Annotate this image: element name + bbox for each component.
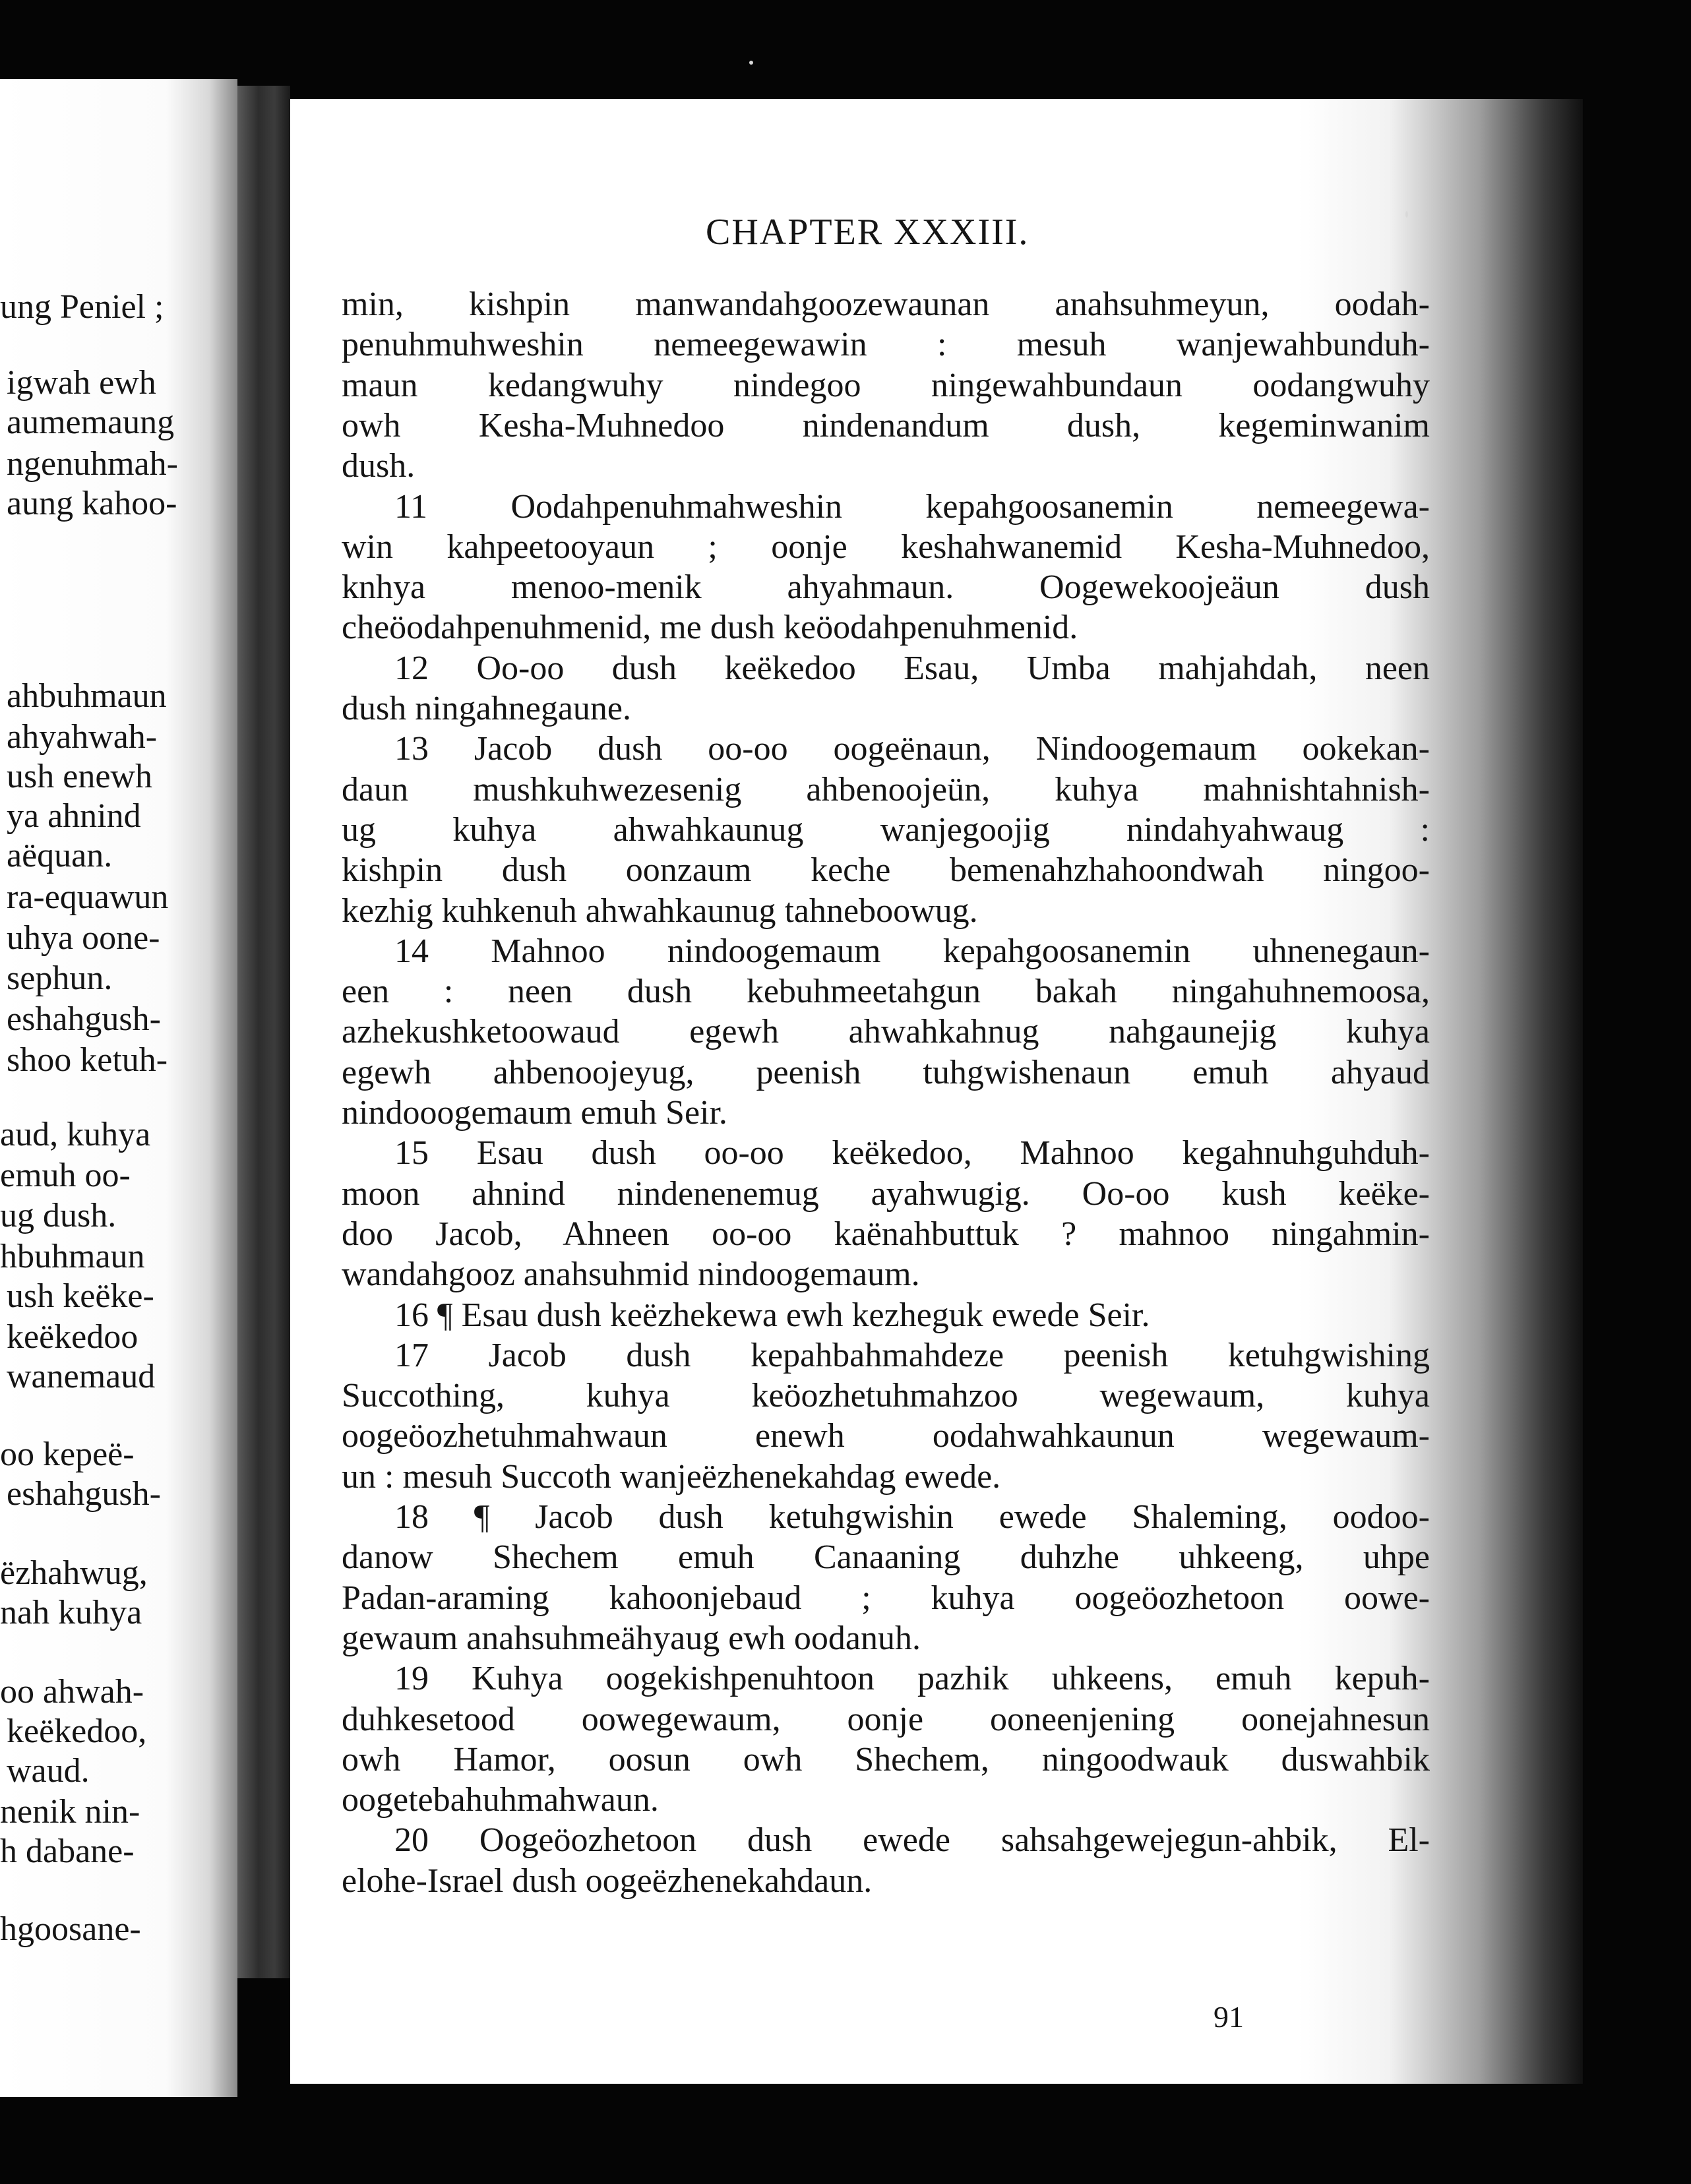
left-page-fragment: oo ahwah- bbox=[0, 1673, 144, 1711]
text-line: 11 Oodahpenuhmahweshin kepahgoosanemin nemeegewa- bbox=[394, 488, 1430, 526]
left-page-fragment: nah kuhya bbox=[0, 1594, 142, 1631]
left-page-fragment: ung Peniel ; bbox=[0, 288, 164, 326]
text-line: oogeöozhetuhmahwaun enewh oodahwahkaunun wegewaum- bbox=[342, 1417, 1430, 1455]
left-page-fragment: hbuhmaun bbox=[0, 1238, 145, 1275]
text-line: elohe-Israel dush oogeëzhenekahdaun. bbox=[342, 1862, 873, 1900]
left-page-fragment: keëkedoo bbox=[7, 1318, 138, 1356]
text-line: 14 Mahnoo nindoogemaum kepahgoosanemin uhnenegaun- bbox=[394, 932, 1430, 970]
left-page-fragment: ush keëke- bbox=[7, 1277, 154, 1315]
left-page-fragment: waud. bbox=[7, 1752, 90, 1790]
left-page-fragment: aëquan. bbox=[7, 837, 113, 874]
text-line: daun mushkuhwezesenig ahbenoojeün, kuhya mahnishtahnish- bbox=[342, 771, 1430, 808]
left-page-fragment: emuh oo- bbox=[0, 1157, 131, 1194]
scan-speck bbox=[749, 61, 753, 65]
text-line: ug kuhya ahwahkaunug wanjegoojig nindahyahwaug : bbox=[342, 811, 1430, 849]
text-line: kishpin dush oonzaum keche bemenahzhahoondwah ningoo- bbox=[342, 851, 1430, 889]
left-page-fragment: hgoosane- bbox=[0, 1910, 141, 1948]
text-line: dush ningahnegaune. bbox=[342, 690, 632, 727]
left-facing-page bbox=[0, 79, 237, 2097]
text-line: egewh ahbenoojeyug, peenish tuhgwishenaun emuh ahyaud bbox=[342, 1054, 1430, 1091]
chapter-heading: CHAPTER XXXIII. bbox=[706, 212, 1030, 253]
text-line: azhekushketoowaud egewh ahwahkahnug nahgaunejig kuhya bbox=[342, 1013, 1430, 1050]
left-page-fragment: eshahgush- bbox=[7, 1475, 161, 1513]
left-page-fragment: ngenuhmah- bbox=[7, 445, 178, 483]
text-line: 13 Jacob dush oo-oo oogeënaun, Nindoogemaum ookekan- bbox=[394, 730, 1430, 768]
left-page-fragment: keëkedoo, bbox=[7, 1713, 147, 1750]
text-line: Succothing, kuhya keöozhetuhmahzoo wegewaum, kuhya bbox=[342, 1377, 1430, 1414]
left-page-fragment: aumemaung bbox=[7, 404, 175, 441]
text-line: nindooogemaum emuh Seir. bbox=[342, 1094, 727, 1132]
text-line: owh Kesha-Muhnedoo nindenandum dush, kegeminwanim bbox=[342, 407, 1430, 444]
text-line: een : neen dush kebuhmeetahgun bakah ningahuhnemoosa, bbox=[342, 973, 1430, 1010]
text-line: 19 Kuhya oogekishpenuhtoon pazhik uhkeens, emuh kepuh- bbox=[394, 1660, 1430, 1697]
left-page-fragment: ahyahwah- bbox=[7, 718, 158, 756]
text-line: moon ahnind nindenenemug ayahwugig. Oo-oo kush keëke- bbox=[342, 1175, 1430, 1213]
text-line: dush. bbox=[342, 447, 415, 485]
left-page-fragment: ëzhahwug, bbox=[0, 1554, 148, 1592]
text-line: duhkesetood oowegewaum, oonje ooneenjening oonejahnesun bbox=[342, 1701, 1430, 1738]
left-page-fragment: aung kahoo- bbox=[7, 485, 177, 522]
text-line: knhya menoo-menik ahyahmaun. Oogewekoojeäun dush bbox=[342, 568, 1430, 606]
text-line: owh Hamor, oosun owh Shechem, ningoodwauk duswahbik bbox=[342, 1741, 1430, 1778]
left-page-fragment: ya ahnind bbox=[7, 797, 141, 835]
text-line: cheöodahpenuhmenid, me dush keöodahpenuhmenid. bbox=[342, 609, 1078, 646]
left-page-fragment: ra-equawun bbox=[7, 878, 169, 916]
text-line: un : mesuh Succoth wanjeëzhenekahdag ewede. bbox=[342, 1458, 1001, 1496]
text-line: min, kishpin manwandahgoozewaunan anahsuhmeyun, oodah- bbox=[342, 286, 1430, 323]
left-page-fragment: ush enewh bbox=[7, 758, 152, 795]
book-gutter bbox=[237, 86, 290, 1978]
left-page-fragment: shoo ketuh- bbox=[7, 1041, 168, 1079]
text-line: 17 Jacob dush kepahbahmahdeze peenish ketuhgwishing bbox=[394, 1337, 1430, 1374]
text-line: 16 ¶ Esau dush keëzhekewa ewh kezheguk ewede Seir. bbox=[394, 1296, 1150, 1334]
scan-speck bbox=[1405, 211, 1408, 218]
text-line: Padan-araming kahoonjebaud ; kuhya oogeöozhetoon oowe- bbox=[342, 1579, 1430, 1617]
text-line: win kahpeetooyaun ; oonje keshahwanemid Kesha-Muhnedoo, bbox=[342, 528, 1430, 566]
text-line: danow Shechem emuh Canaaning duhzhe uhkeeng, uhpe bbox=[342, 1538, 1430, 1576]
text-line: maun kedangwuhy nindegoo ningewahbundaun oodangwuhy bbox=[342, 367, 1430, 404]
page-number: 91 bbox=[1214, 2000, 1244, 2034]
left-page-fragment: aud, kuhya bbox=[0, 1116, 151, 1153]
text-line: 18 ¶ Jacob dush ketuhgwishin ewede Shaleming, oodoo- bbox=[394, 1498, 1430, 1536]
text-line: gewaum anahsuhmeähyaug ewh oodanuh. bbox=[342, 1620, 921, 1657]
text-line: 15 Esau dush oo-oo keëkedoo, Mahnoo kegahnuhguhduh- bbox=[394, 1134, 1430, 1172]
text-line: kezhig kuhkenuh ahwahkaunug tahneboowug. bbox=[342, 892, 978, 930]
left-page-fragment: eshahgush- bbox=[7, 1000, 161, 1038]
left-page-fragment: igwah ewh bbox=[7, 364, 156, 402]
text-line: wandahgooz anahsuhmid nindoogemaum. bbox=[342, 1256, 920, 1293]
left-page-fragment: ahbuhmaun bbox=[7, 677, 167, 715]
left-page-fragment: wanemaud bbox=[7, 1358, 156, 1395]
left-page-fragment: sephun. bbox=[7, 959, 113, 997]
text-line: oogetebahuhmahwaun. bbox=[342, 1781, 659, 1819]
left-page-fragment: nenik nin- bbox=[0, 1793, 140, 1831]
text-line: penuhmuhweshin nemeegewawin : mesuh wanjewahbunduh- bbox=[342, 326, 1430, 363]
text-line: 12 Oo-oo dush keëkedoo Esau, Umba mahjahdah, neen bbox=[394, 650, 1430, 687]
left-page-fragment: ug dush. bbox=[0, 1197, 117, 1234]
text-line: doo Jacob, Ahneen oo-oo kaënahbuttuk ? mahnoo ningahmin- bbox=[342, 1215, 1430, 1253]
text-line: 20 Oogeöozhetoon dush ewede sahsahgewejegun-ahbik, El- bbox=[394, 1821, 1430, 1859]
left-page-fragment: uhya oone- bbox=[7, 919, 160, 957]
left-page-fragment: oo kepeë- bbox=[0, 1436, 135, 1473]
left-page-fragment: h dabane- bbox=[0, 1833, 135, 1870]
